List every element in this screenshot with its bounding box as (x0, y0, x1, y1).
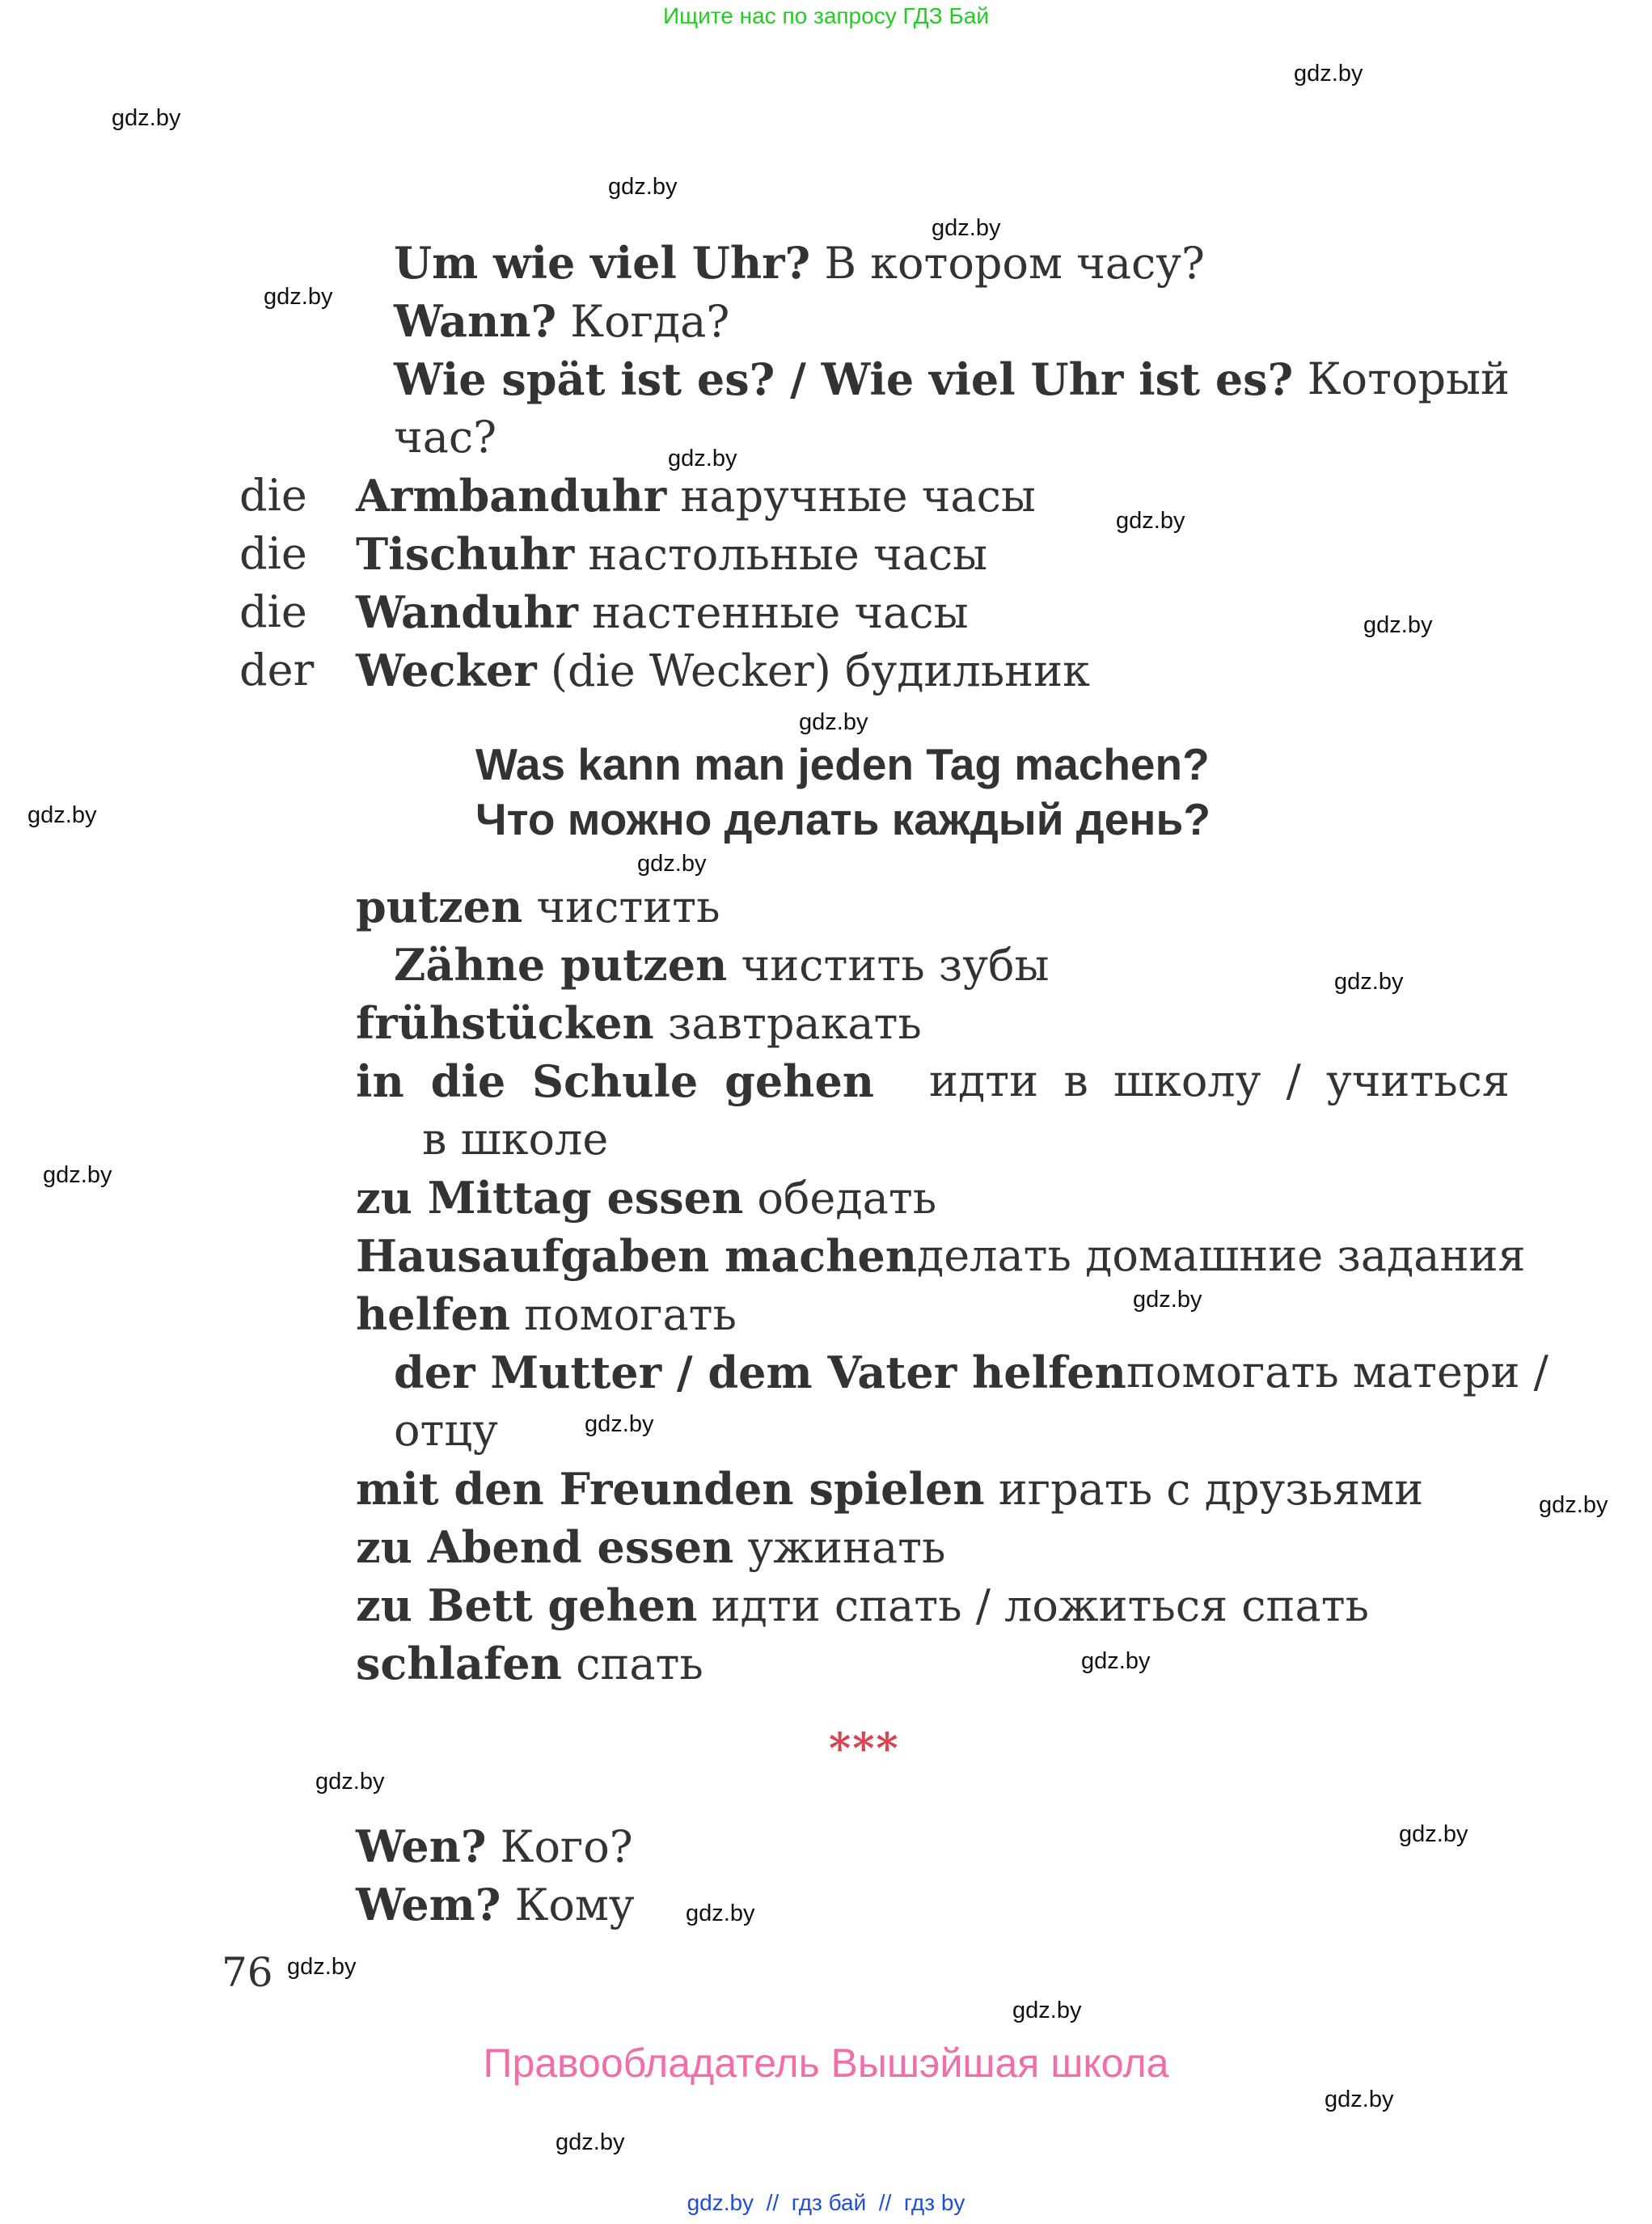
russian-translation: чистить зубы (741, 940, 1050, 991)
russian-translation: ужинать (747, 1522, 946, 1573)
vocab-line (356, 470, 1036, 522)
watermark: gdz.by (1399, 1821, 1468, 1847)
russian-translation: В котором часу? (824, 238, 1205, 289)
section-heading-russian: Что можно делать каждый день? (475, 794, 1210, 844)
watermark: gdz.by (27, 802, 97, 828)
vocab-line (356, 1463, 1424, 1515)
watermark: gdz.by (1294, 61, 1363, 87)
article: der (239, 645, 315, 696)
german-term: zu Abend essen (356, 1521, 734, 1573)
watermark: gdz.by (1325, 2087, 1394, 2112)
german-term: Wen? (356, 1820, 487, 1872)
german-term: Wecker (356, 645, 537, 696)
russian-translation: будильник (844, 645, 1090, 696)
german-term: Wanduhr (356, 586, 578, 638)
vocab-line (356, 1820, 633, 1872)
russian-translation: в школе (422, 1114, 609, 1165)
watermark: gdz.by (287, 1954, 357, 1980)
watermark: gdz.by (556, 2129, 625, 2155)
russian-translation: отцу (394, 1405, 498, 1456)
footer-links[interactable]: gdz.by // гдз бай // гдз by (687, 2190, 965, 2215)
watermark: gdz.by (637, 851, 707, 877)
russian-translation: обедать (757, 1173, 937, 1224)
vocab-line (356, 1879, 635, 1930)
vocab-line (394, 353, 1510, 405)
russian-translation: спать (576, 1638, 703, 1689)
watermark: gdz.by (608, 174, 678, 200)
vocab-line (356, 1230, 1526, 1282)
vocab-line (356, 528, 988, 580)
russian-translation: Который (1307, 353, 1510, 404)
watermark: gdz.by (315, 1769, 385, 1795)
german-term: frühstücken (356, 997, 654, 1049)
watermark: gdz.by (1116, 508, 1185, 534)
german-term: zu Bett gehen (356, 1579, 698, 1631)
russian-translation: делать домашние задания (916, 1230, 1526, 1281)
german-term: Tischuhr (356, 528, 575, 580)
watermark: gdz.by (1363, 612, 1433, 638)
vocab-line (356, 1638, 703, 1689)
german-term: Um wie viel Uhr? (394, 237, 811, 289)
article: die (239, 528, 307, 579)
vocab-line (356, 997, 922, 1049)
watermark: gdz.by (43, 1162, 112, 1188)
watermark: gdz.by (1012, 1998, 1082, 2023)
watermark: gdz.by (585, 1411, 654, 1437)
german-term: schlafen (356, 1638, 562, 1689)
russian-translation: час? (394, 412, 497, 463)
rights-holder: Правообладатель Вышэйшая школа (483, 2040, 1169, 2086)
watermark: gdz.by (932, 215, 1001, 241)
russian-translation: настенные часы (592, 587, 969, 638)
article: die (239, 586, 307, 637)
russian-translation: Кому (514, 1879, 635, 1930)
russian-translation: идти в школу / учиться (929, 1055, 1510, 1106)
watermark: gdz.by (799, 709, 868, 735)
vocab-line (356, 881, 720, 932)
vocab-line (356, 1579, 1370, 1631)
watermark: gdz.by (264, 284, 333, 310)
watermark: gdz.by (112, 105, 181, 131)
vocab-line-continuation (422, 1114, 609, 1165)
russian-translation: Кого? (500, 1821, 633, 1872)
german-term: Wem? (356, 1879, 501, 1930)
russian-translation: настольные часы (588, 529, 988, 580)
russian-translation: помогать матери / (1126, 1347, 1548, 1397)
russian-translation: чистить (536, 882, 720, 932)
top-banner[interactable]: Ищите нас по запросу ГДЗ Бай (662, 3, 990, 28)
vocab-line (356, 645, 1090, 696)
german-term: Hausaufgaben machen (356, 1230, 917, 1282)
german-term: helfen (356, 1288, 510, 1340)
vocab-line (356, 1288, 737, 1340)
russian-translation: наручные часы (680, 471, 1036, 522)
vocab-line (394, 1347, 1548, 1398)
vocab-line (356, 1055, 1510, 1107)
plural-form: (die Wecker) (550, 645, 831, 696)
german-term: Wie spät ist es? / Wie viel Uhr ist es? (394, 353, 1294, 405)
section-heading-german: Was kann man jeden Tag machen? (475, 739, 1210, 789)
german-term: Wann? (394, 295, 557, 347)
german-term: Zähne putzen (394, 939, 728, 991)
german-term: putzen (356, 881, 523, 932)
russian-translation: помогать (524, 1289, 737, 1340)
vocab-line (394, 295, 730, 347)
russian-translation: играть с друзьями (998, 1464, 1424, 1515)
russian-translation: завтракать (667, 998, 922, 1049)
watermark: gdz.by (1081, 1648, 1151, 1674)
vocab-line (356, 586, 969, 638)
german-term: mit den Freunden spielen (356, 1463, 985, 1515)
vocab-line (394, 939, 1050, 991)
page-number: 76 (222, 1949, 273, 1996)
section-separator: *** (829, 1724, 900, 1774)
german-term: zu Mittag essen (356, 1172, 744, 1224)
watermark: gdz.by (1539, 1492, 1608, 1518)
russian-translation: Когда? (570, 296, 730, 347)
watermark: gdz.by (686, 1901, 755, 1926)
vocab-line (356, 1172, 937, 1224)
german-term: in die Schule gehen (356, 1055, 875, 1107)
watermark: gdz.by (668, 446, 737, 471)
article: die (239, 470, 307, 521)
russian-translation: идти спать / ложиться спать (711, 1580, 1370, 1631)
german-term: der Mutter / dem Vater helfen (394, 1347, 1126, 1398)
watermark: gdz.by (1334, 969, 1404, 995)
vocab-line-continuation (394, 1405, 498, 1456)
vocab-line-continuation (394, 412, 497, 463)
vocab-line (356, 1521, 946, 1573)
watermark: gdz.by (1133, 1287, 1202, 1313)
german-term: Armbanduhr (356, 470, 667, 522)
vocab-line (394, 237, 1205, 289)
